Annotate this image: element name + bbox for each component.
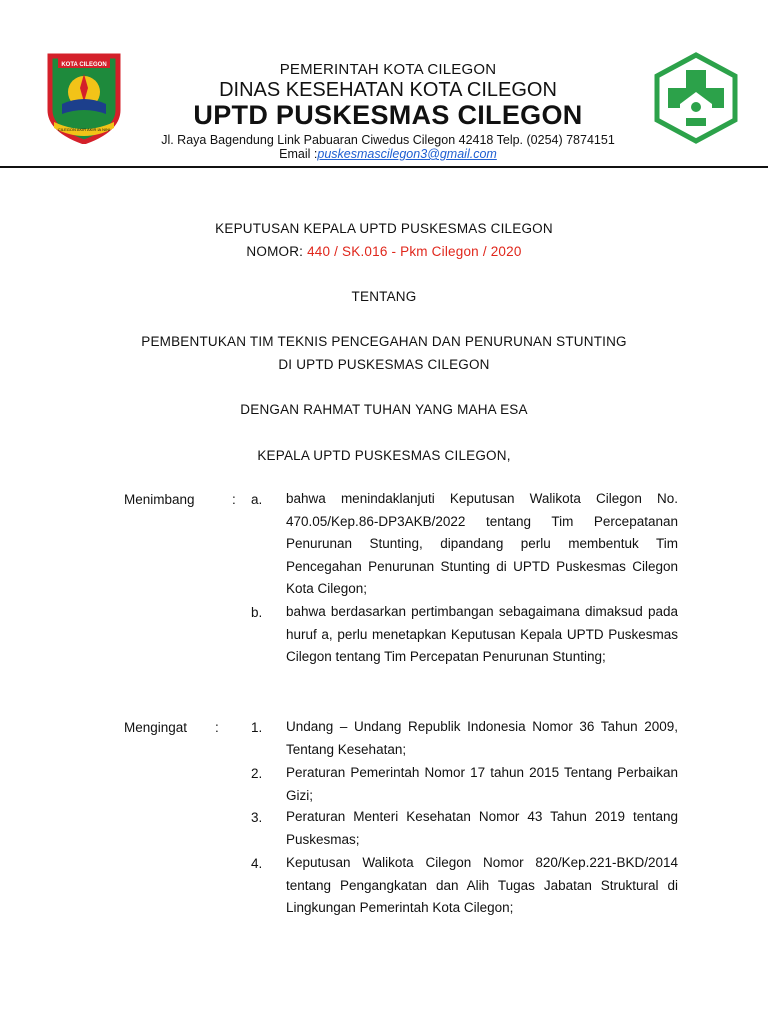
city-emblem-icon: [44, 52, 124, 144]
mengingat-item-1: Undang – Undang Republik Indonesia Nomor 36 Tahun 2009, Tentang Kesehatan;: [286, 719, 678, 757]
mengingat-marker-1: 1.: [251, 720, 263, 735]
decree-blessing: DENGAN RAHMAT TUHAN YANG MAHA ESA: [240, 402, 528, 417]
decree-number-label: NOMOR:: [246, 244, 304, 259]
menimbang-marker-a: a.: [251, 492, 263, 507]
menimbang-item-a: bahwa menindaklanjuti Keputusan Walikota Cilegon No. 470.05/Kep.86-DP3AKB/2022 tentang Tim Percepatanan Penurunan Stunting, dipandang perlu membentuk Tim Pencegahan Penurunan Stunting di UPTD Puskesmas Cilegon Kota Cilegon;: [286, 491, 678, 596]
mengingat-label: Mengingat: [124, 720, 188, 735]
menimbang-marker-b: b.: [251, 605, 263, 620]
decree-official: KEPALA UPTD PUSKESMAS CILEGON,: [257, 448, 511, 463]
emblem-city-text: KOTA CILEGON: [61, 62, 107, 68]
mengingat-item-3: Peraturan Menteri Kesehatan Nomor 43 Tahun 2019 tentang Puskesmas;: [286, 809, 678, 847]
mengingat-colon: :: [215, 720, 219, 735]
puskesmas-logo-icon: [650, 52, 742, 144]
mengingat-marker-4: 4.: [251, 856, 263, 871]
emblem-motto-text: CILEGON AKIR AKIR IA NINI: [57, 127, 111, 132]
mengingat-marker-2: 2.: [251, 766, 263, 781]
email-label: Email :: [279, 147, 318, 161]
mengingat-item-2: Peraturan Pemerintah Nomor 17 tahun 2015 Tentang Perbaikan Gizi;: [286, 765, 678, 803]
mengingat-item-4: Keputusan Walikota Cilegon Nomor 820/Kep.221-BKD/2014 tentang Pengangkatan dan Alih Tugas Jabatan Struktural di Lingkungan Pemerintah Kota Cilegon;: [286, 855, 678, 915]
decree-about: TENTANG: [351, 289, 417, 304]
decree-subject-line-2: DI UPTD PUSKESMAS CILEGON: [278, 357, 490, 372]
decree-number-value: 440 / SK.016 - Pkm Cilegon / 2020: [307, 244, 522, 259]
email-link[interactable]: puskesmascilegon3@gmail.com: [317, 147, 497, 161]
decree-subject-line-1: PEMBENTUKAN TIM TEKNIS PENCEGAHAN DAN PENURUNAN STUNTING: [141, 334, 627, 349]
menimbang-item-b: bahwa berdasarkan pertimbangan sebagaimana dimaksud pada huruf a, perlu menetapkan Keputusan Kepala UPTD Puskesmas Cilegon tentang Tim Percepatan Penurunan Stunting;: [286, 604, 678, 664]
mengingat-marker-3: 3.: [251, 810, 263, 825]
letterhead: [0, 0, 768, 170]
agency-line: DINAS KESEHATAN KOTA CILEGON: [219, 79, 557, 101]
decree-title: KEPUTUSAN KEPALA UPTD PUSKESMAS CILEGON: [215, 221, 553, 236]
decree-number: [80, 244, 688, 259]
institution-name: UPTD PUSKESMAS CILEGON: [193, 100, 583, 130]
menimbang-colon: :: [232, 492, 236, 507]
header-divider: [0, 166, 768, 168]
address-line: Jl. Raya Bagendung Link Pabuaran Ciwedus Cilegon 42418 Telp. (0254) 7874151: [161, 133, 615, 147]
government-line: PEMERINTAH KOTA CILEGON: [279, 61, 497, 78]
email-line: [130, 147, 646, 161]
menimbang-label: Menimbang: [124, 492, 195, 507]
